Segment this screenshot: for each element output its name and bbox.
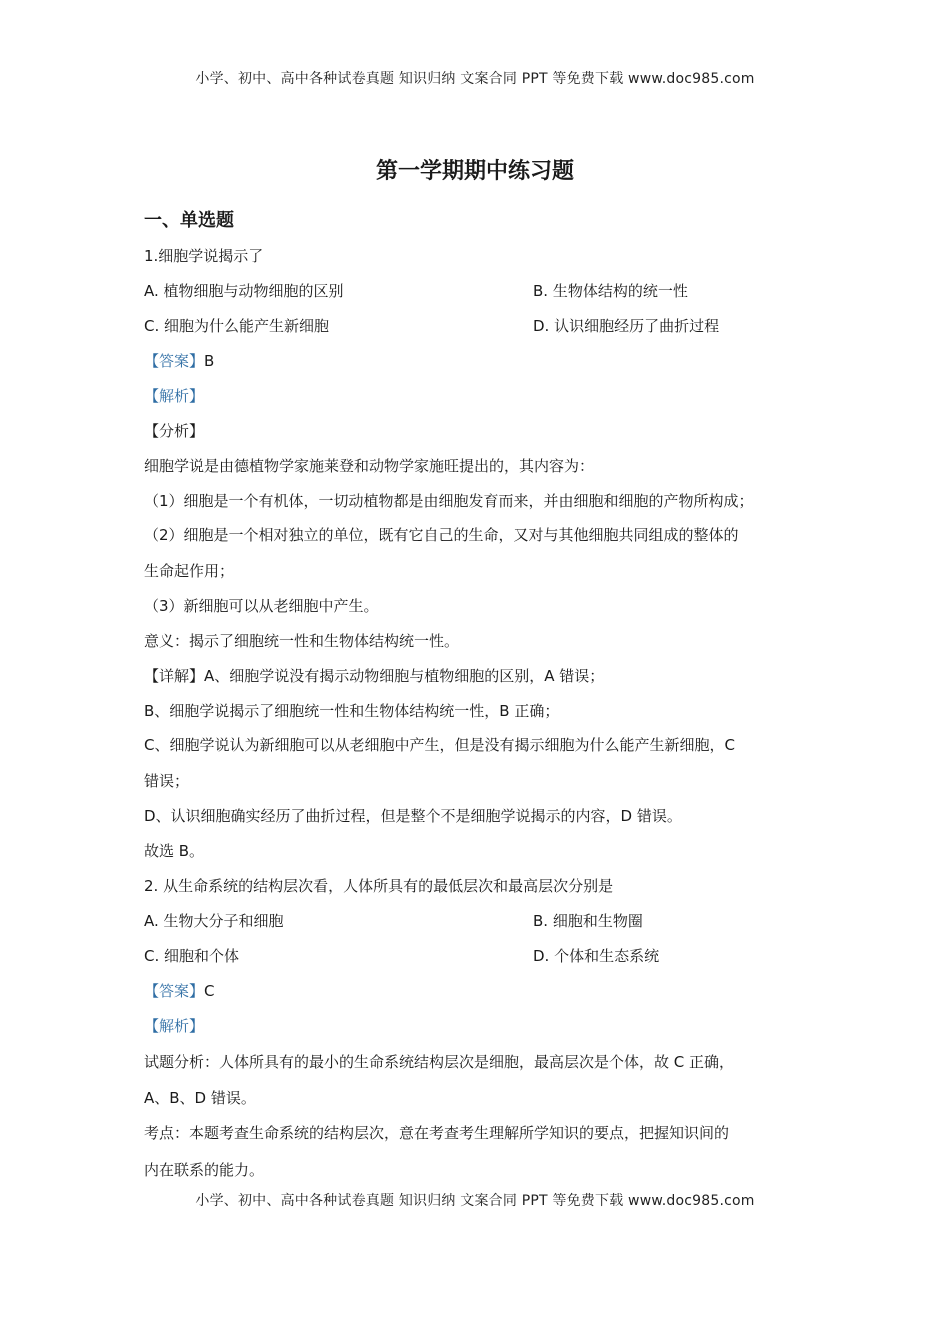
section-heading: 一、单选题 [144,210,234,231]
q1-jiexi-tag: 【解析】 [144,387,205,405]
q2-option-a: A. 生物大分子和细胞 [144,912,284,930]
q2-analysis-2: A、B、D 错误。 [144,1089,256,1107]
page-footer: 小学、初中、高中各种试卷真题 知识归纳 文案合同 PPT 等免费下载 www.doc985.com [195,1193,755,1209]
q1-detail-c1: C、细胞学说认为新细胞可以从老细胞中产生，但是没有揭示细胞为什么能产生新细胞，C [144,736,735,754]
page-title: 第一学期期中练习题 [375,159,574,184]
q2-jiexi-tag: 【解析】 [144,1017,205,1035]
answer-tag: 【答案】 [144,352,205,370]
q1-option-d: D. 认识细胞经历了曲折过程 [533,317,720,335]
q2-analysis-1: 试题分析：人体所具有的最小的生命系统结构层次是细胞，最高层次是个体，故 C 正确， [144,1053,735,1071]
q1-fenxi-intro: 细胞学说是由德植物学家施莱登和动物学家施旺提出的，其内容为： [144,457,595,475]
answer-value: C [204,982,215,1000]
q1-point-3: （3）新细胞可以从老细胞中产生。 [144,597,379,615]
q2-option-c: C. 细胞和个体 [144,947,240,965]
q1-option-c: C. 细胞为什么能产生新细胞 [144,317,330,335]
q1-answer [144,351,214,371]
q1-detail-a: 【详解】A、细胞学说没有揭示动物细胞与植物细胞的区别，A 错误； [144,667,605,685]
q1-detail-b: B、细胞学说揭示了细胞统一性和生物体结构统一性，B 正确； [144,702,560,720]
q1-detail-c2: 错误； [144,772,190,790]
q1-point-2a: （2）细胞是一个相对独立的单位，既有它自己的生命，又对与其他细胞共同组成的整体的 [144,526,739,544]
q1-fenxi-tag: 【分析】 [144,422,205,440]
answer-tag: 【答案】 [144,982,205,1000]
q2-option-d: D. 个体和生态系统 [533,947,660,965]
q1-point-1: （1）细胞是一个有机体，一切动植物都是由细胞发育而来，并由细胞和细胞的产物所构成； [144,492,754,510]
page-header: 小学、初中、高中各种试卷真题 知识归纳 文案合同 PPT 等免费下载 www.doc985.com [195,71,755,87]
q1-conclusion: 故选 B。 [144,842,205,860]
q1-option-a: A. 植物细胞与动物细胞的区别 [144,282,344,300]
q2-answer [144,981,215,1001]
q2-kaodian-2: 内在联系的能力。 [144,1161,265,1179]
q2-stem: 2. 从生命系统的结构层次看，人体所具有的最低层次和最高层次分别是 [144,877,614,895]
q1-detail-d: D、认识细胞确实经历了曲折过程，但是整个不是细胞学说揭示的内容，D 错误。 [144,807,682,825]
q1-stem: 1.细胞学说揭示了 [144,247,264,265]
q1-meaning: 意义：揭示了细胞统一性和生物体结构统一性。 [144,632,460,650]
q2-kaodian-1: 考点：本题考查生命系统的结构层次，意在考查考生理解所学知识的要点，把握知识间的 [144,1124,730,1142]
answer-value: B [204,352,215,370]
q2-option-b: B. 细胞和生物圈 [533,912,643,930]
q1-point-2b: 生命起作用； [144,562,235,580]
q1-option-b: B. 生物体结构的统一性 [533,282,688,300]
